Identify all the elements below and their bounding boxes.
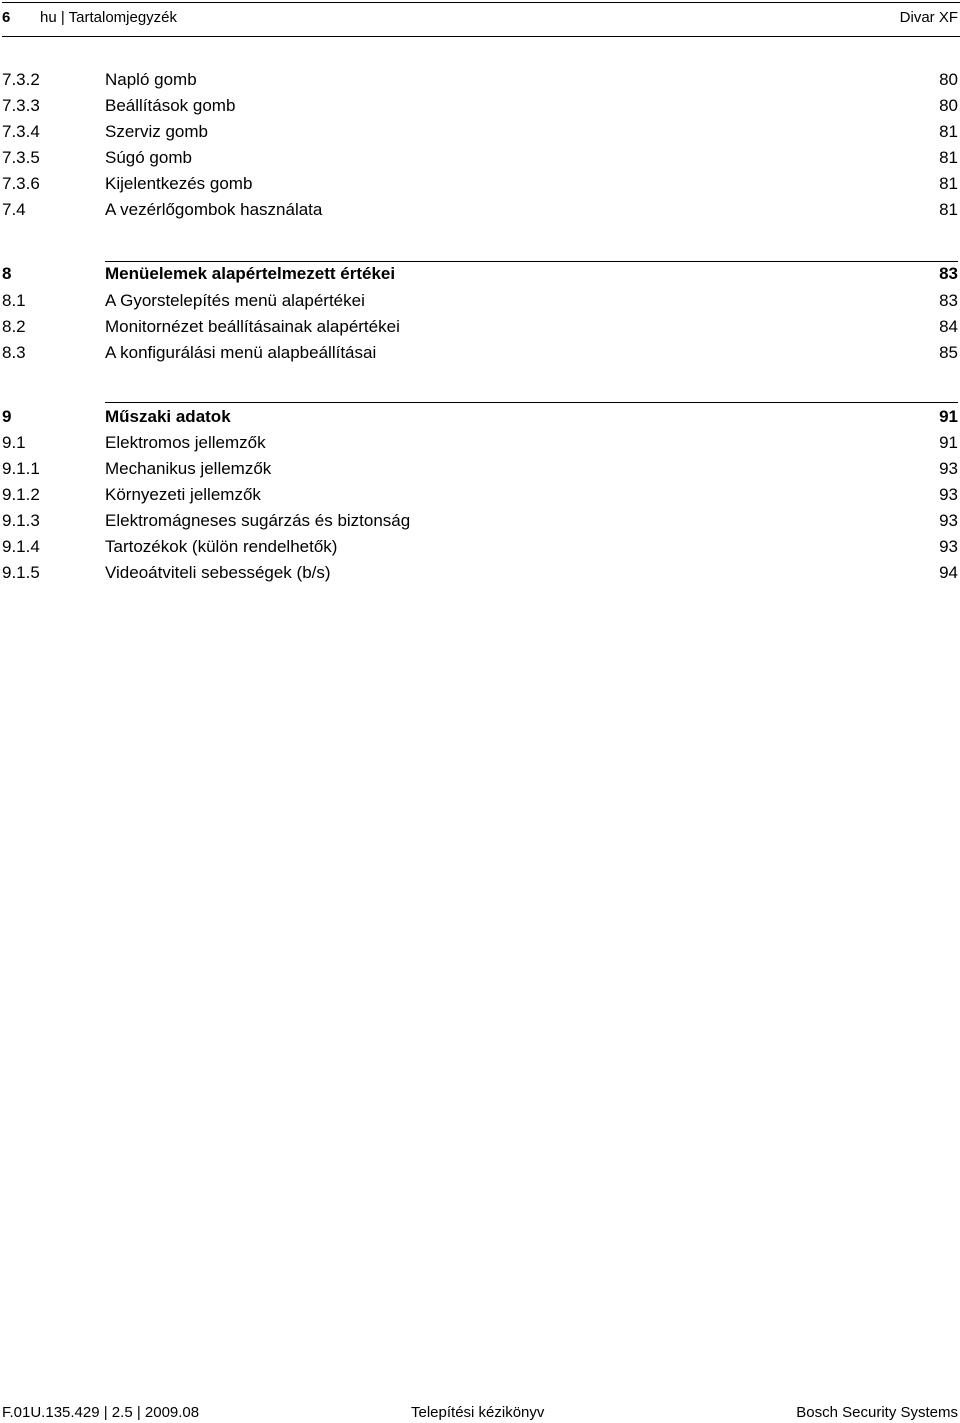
- toc-entry-number: 7.3.3: [2, 96, 40, 115]
- toc-entry[interactable]: [2, 433, 958, 459]
- toc-entry-number: 8.2: [2, 317, 26, 336]
- toc-entry-page: 91: [939, 433, 958, 452]
- toc-entry-page: 94: [939, 563, 958, 582]
- toc-entry-title: A konfigurálási menü alapbeállításai: [105, 343, 377, 362]
- toc-entry-title: Monitornézet beállításainak alapértékei: [105, 317, 400, 336]
- toc-entry[interactable]: [2, 485, 958, 511]
- toc-entry-number: 9.1.5: [2, 563, 40, 582]
- toc-entry-number: 9.1.1: [2, 459, 40, 478]
- toc-chapter-entry[interactable]: [2, 264, 958, 290]
- toc-entry-page: 81: [939, 122, 958, 141]
- toc-entry-title: Kijelentkezés gomb: [105, 174, 253, 193]
- toc-entry[interactable]: [2, 174, 958, 200]
- toc-entry-page: 81: [939, 200, 958, 219]
- toc-entry[interactable]: [2, 148, 958, 174]
- toc-chapter-title: Műszaki adatok: [105, 407, 231, 426]
- toc-entry-number: 7.4: [2, 200, 26, 219]
- toc-entry-title: Elektromágneses sugárzás és biztonság: [105, 511, 411, 530]
- toc-chapter-page: 91: [939, 407, 958, 426]
- toc-entry-title: Napló gomb: [105, 70, 197, 89]
- toc-entry[interactable]: [2, 563, 958, 589]
- toc-entry-title: Szerviz gomb: [105, 122, 208, 141]
- toc-entry[interactable]: [2, 96, 958, 122]
- toc-entry-page: 85: [939, 343, 958, 362]
- toc-entry[interactable]: [2, 459, 958, 485]
- toc-entry-number: 8.1: [2, 291, 26, 310]
- toc-entry-page: 84: [939, 317, 958, 336]
- toc-entry-title: A Gyorstelepítés menü alapértékei: [105, 291, 365, 310]
- toc-chapter-number: 9: [2, 407, 12, 426]
- page-header: [2, 3, 958, 36]
- toc-entry-title: Súgó gomb: [105, 148, 192, 167]
- toc-entry-title: Elektromos jellemzők: [105, 433, 266, 452]
- toc-entry-number: 7.3.2: [2, 70, 40, 89]
- toc-entry[interactable]: [2, 70, 958, 96]
- toc-chapter-number: 8: [2, 264, 12, 283]
- toc-entry-title: Beállítások gomb: [105, 96, 236, 115]
- toc-entry-title: Tartozékok (külön rendelhetők): [105, 537, 338, 556]
- toc-entry-page: 80: [939, 70, 958, 89]
- toc-entry-page: 81: [939, 174, 958, 193]
- toc-entry[interactable]: [2, 343, 958, 369]
- toc-entry-title: Környezeti jellemzők: [105, 485, 261, 504]
- toc-entry-page: 93: [939, 537, 958, 556]
- toc-entry-number: 8.3: [2, 343, 26, 362]
- toc-entry-number: 9.1.4: [2, 537, 40, 556]
- toc-entry-number: 7.3.4: [2, 122, 40, 141]
- toc-entry-number: 7.3.6: [2, 174, 40, 193]
- toc-entry[interactable]: [2, 511, 958, 537]
- toc-entry-page: 83: [939, 291, 958, 310]
- toc-entry[interactable]: [2, 317, 958, 343]
- chapter-rule: [105, 402, 958, 403]
- toc-entry-page: 93: [939, 485, 958, 504]
- toc-entry-title: A vezérlőgombok használata: [105, 200, 323, 219]
- page-number: 6: [2, 9, 11, 26]
- toc-entry-number: 9.1: [2, 433, 26, 452]
- toc-entry-page: 93: [939, 511, 958, 530]
- product-name: Divar XF: [899, 9, 958, 26]
- toc-entry-page: 81: [939, 148, 958, 167]
- section-title: hu | Tartalomjegyzék: [40, 9, 178, 26]
- toc-entry-page: 80: [939, 96, 958, 115]
- toc-entry-title: Mechanikus jellemzők: [105, 459, 272, 478]
- toc-entry[interactable]: [2, 122, 958, 148]
- page-footer: [2, 1404, 958, 1422]
- toc-entry-title: Videoátviteli sebességek (b/s): [105, 563, 331, 582]
- company-name: Bosch Security Systems: [796, 1404, 958, 1421]
- toc-entry-number: 7.3.5: [2, 148, 40, 167]
- toc-chapter-entry[interactable]: [2, 407, 958, 433]
- toc-chapter-page: 83: [939, 264, 958, 283]
- header-bottom-rule: [2, 36, 960, 37]
- toc-entry-number: 9.1.2: [2, 485, 40, 504]
- toc-chapter-title: Menüelemek alapértelmezett értékei: [105, 264, 396, 283]
- document-type: Telepítési kézikönyv: [411, 1404, 545, 1421]
- document-id: F.01U.135.429 | 2.5 | 2009.08: [2, 1404, 200, 1421]
- chapter-rule: [105, 261, 958, 262]
- toc-entry[interactable]: [2, 291, 958, 317]
- toc-entry-page: 93: [939, 459, 958, 478]
- toc-entry[interactable]: [2, 200, 958, 226]
- toc-entry[interactable]: [2, 537, 958, 563]
- toc-entry-number: 9.1.3: [2, 511, 40, 530]
